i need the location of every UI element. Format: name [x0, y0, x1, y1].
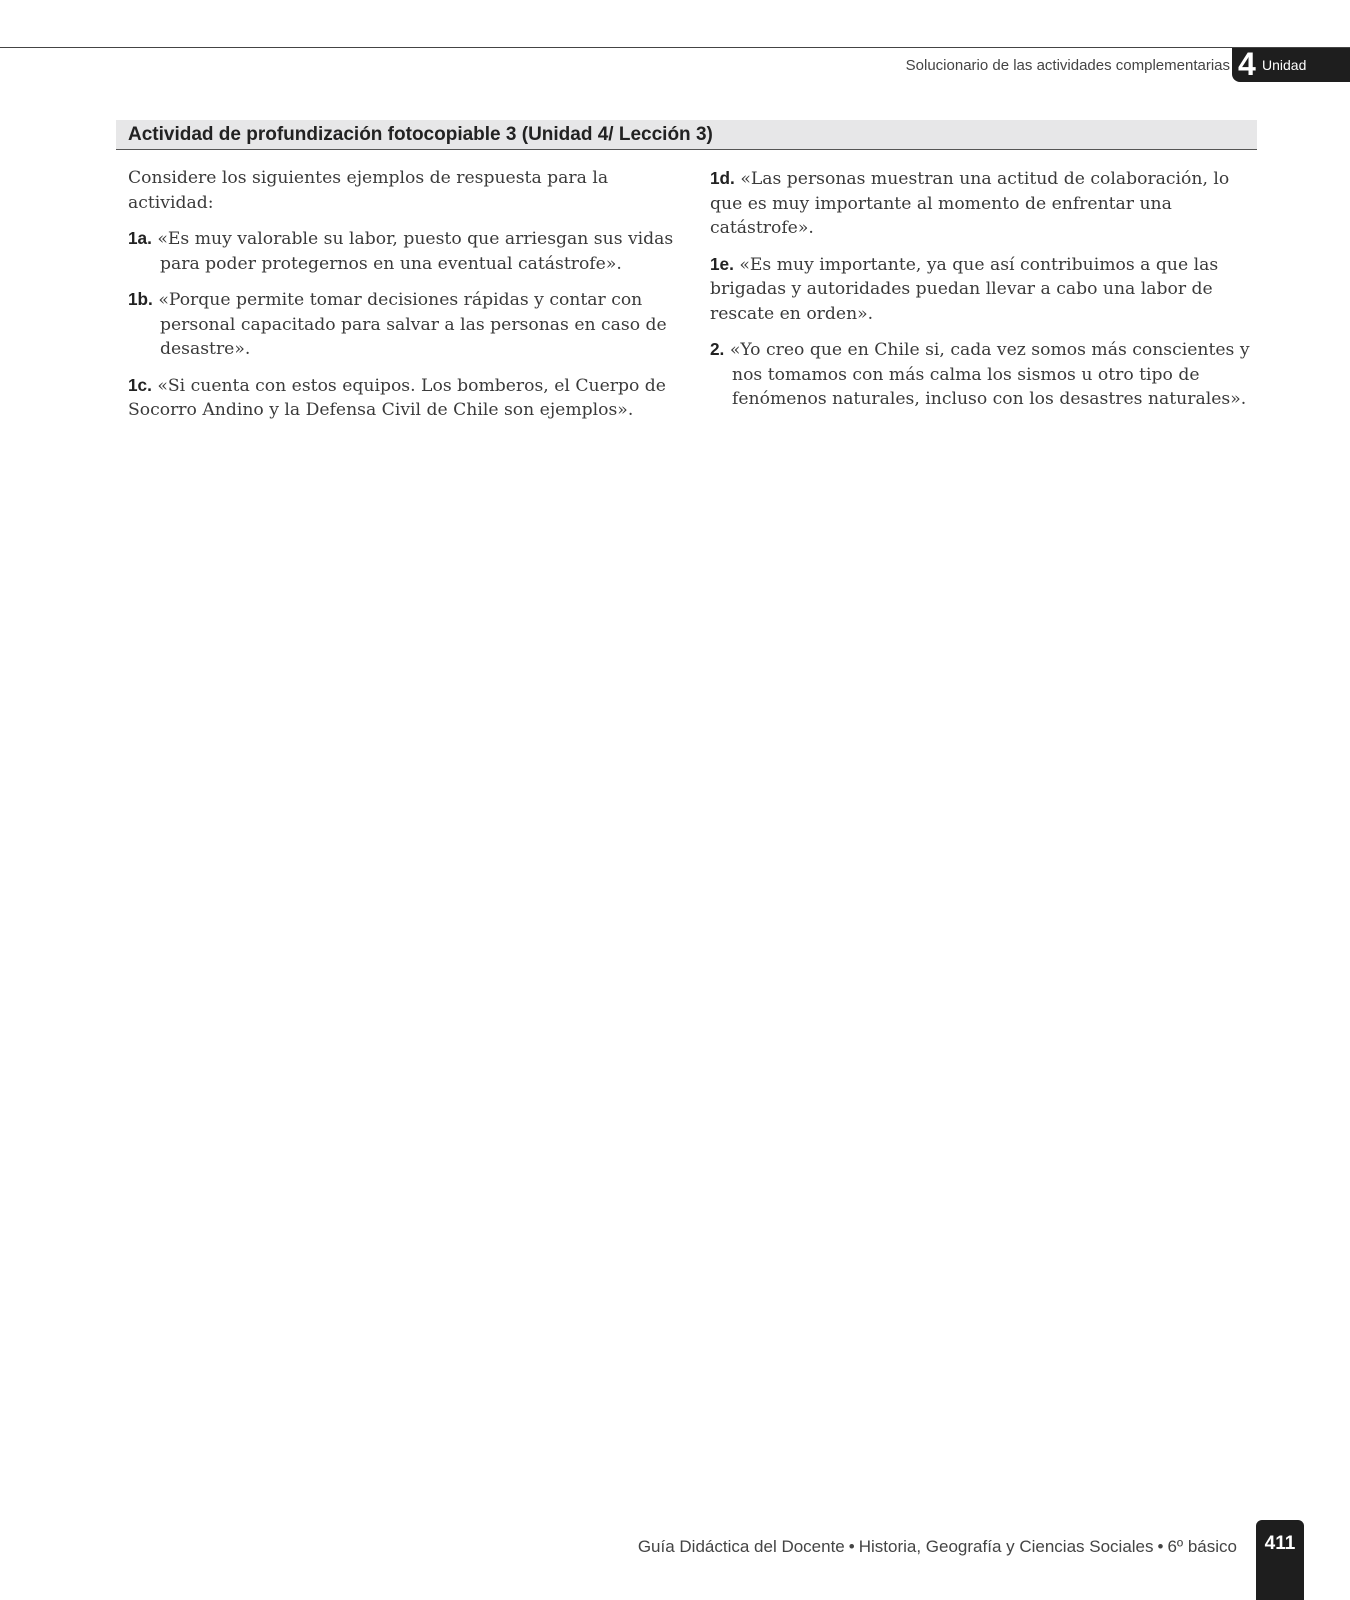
answer-item [710, 166, 1258, 241]
answer-label: 2. [710, 339, 725, 359]
footer-book: Guía Didáctica del Docente [637, 1537, 845, 1556]
answer-item [710, 337, 1258, 412]
unit-tab [1232, 48, 1350, 82]
answer-label: 1c. [128, 374, 152, 395]
answer-item [128, 226, 688, 276]
left-column [128, 166, 688, 434]
answer-label: 1b. [128, 289, 153, 309]
section-header [116, 120, 1257, 150]
page-tab [1256, 1520, 1304, 1600]
intro-text: Considere los siguientes ejemplos de respuesta para la actividad: [128, 168, 609, 213]
answer-item [128, 287, 688, 362]
unit-number: 4 [1238, 46, 1256, 82]
answer-text: «Si cuenta con estos equipos. Los bomberos, el Cuerpo de Socorro Andino y la Defensa Civil de Chile son ejemplos». [128, 375, 666, 420]
footer-bullet: • [1157, 1537, 1164, 1556]
footer-grade: 6º básico [1167, 1537, 1237, 1556]
section-title: Actividad de profundización fotocopiable 3 (Unidad 4/ Lección 3) [128, 124, 713, 145]
answer-text: «Es muy importante, ya que así contribuimos a que las brigadas y autoridades puedan llevar a cabo una labor de rescate en orden». [710, 254, 1219, 324]
footer-subject: Historia, Geografía y Ciencias Sociales [858, 1537, 1154, 1556]
footer-credits [638, 1537, 1237, 1557]
answer-item [710, 252, 1258, 327]
answer-text: «Es muy valorable su labor, puesto que arriesgan sus vidas para poder protegernos en una eventual catástrofe». [157, 229, 674, 274]
footer-bullet: • [848, 1537, 855, 1556]
unit-label: Unidad [1262, 57, 1307, 73]
running-title: Solucionario de las actividades complementarias [905, 57, 1230, 74]
answer-label: 1d. [710, 168, 735, 188]
page-number: 411 [1264, 1533, 1296, 1554]
right-column [710, 166, 1258, 423]
answer-text: «Porque permite tomar decisiones rápidas y contar con personal capacitado para salvar a las personas en caso de desastre». [158, 290, 667, 359]
header-rule [0, 47, 1350, 48]
answer-text: «Las personas muestran una actitud de colaboración, lo que es muy importante al momento de enfrentar una catástrofe». [710, 169, 1230, 238]
answer-label: 1a. [128, 228, 152, 248]
answer-text: «Yo creo que en Chile si, cada vez somos más conscientes y nos tomamos con más calma los sismos u otro tipo de fenómenos naturales, incluso con los desastres naturales». [729, 340, 1250, 409]
answer-item [128, 373, 688, 423]
answer-label: 1e. [710, 253, 734, 274]
